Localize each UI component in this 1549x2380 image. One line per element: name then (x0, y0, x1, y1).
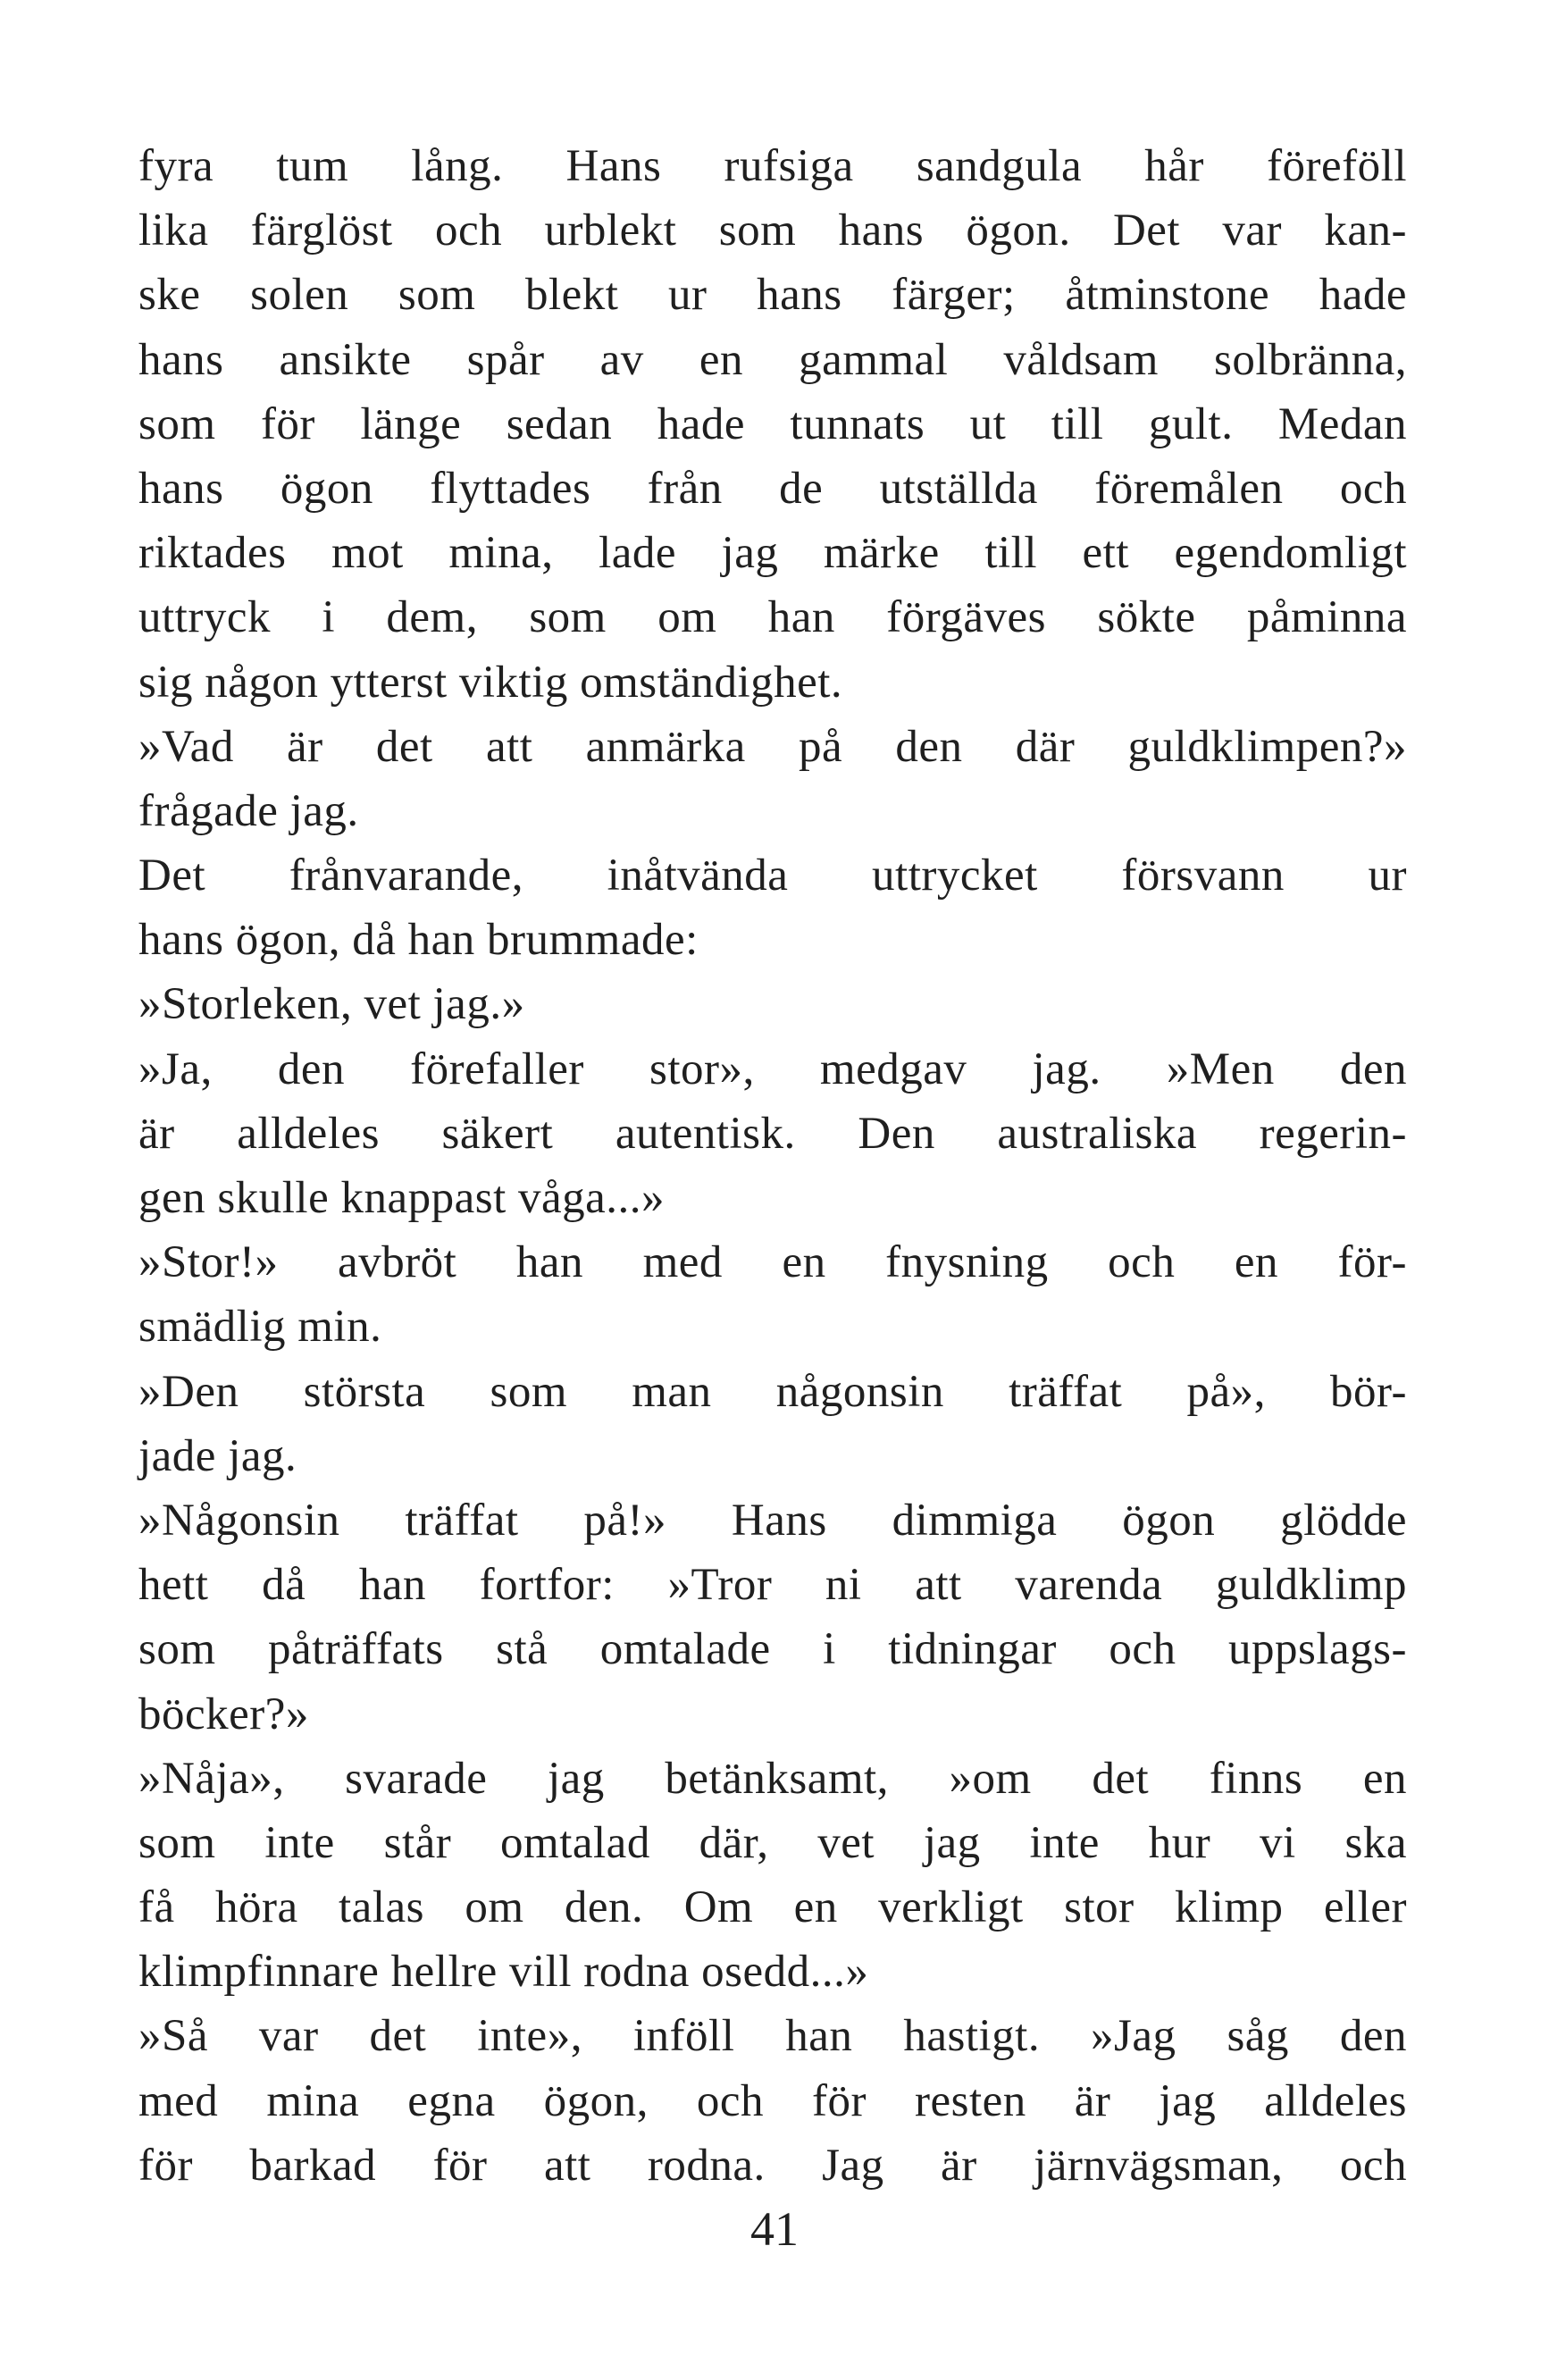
text-line: »Den största som man någonsin träffat på», bör- (138, 1366, 1407, 1417)
text-line: »Någonsin träffat på!» Hans dimmiga ögon glödde (138, 1495, 1407, 1546)
text-line: hans ansikte spår av en gammal våldsam solbränna, (138, 334, 1407, 385)
text-line: »Vad är det att anmärka på den där guldklimpen?» (138, 721, 1407, 772)
text-line: hans ögon flyttades från de utställda föremålen och (138, 463, 1407, 514)
text-line: lika färglöst och urblekt som hans ögon. Det var kan- (138, 205, 1407, 256)
text-line: »Ja, den förefaller stor», medgav jag. »Men den (138, 1043, 1407, 1094)
text-line: hett då han fortfor: »Tror ni att varenda guldklimp (138, 1560, 1407, 1611)
text-line: för barkad för att rodna. Jag är järnvägsman, och (138, 2140, 1407, 2191)
text-line: riktades mot mina, lade jag märke till ett egendomligt (138, 528, 1407, 579)
page-number: 41 (750, 2202, 799, 2256)
text-line: sig någon ytterst viktig omständighet. (138, 657, 843, 708)
text-line: som för länge sedan hade tunnats ut till gult. Medan (138, 398, 1407, 449)
text-line: som inte står omtalad där, vet jag inte hur vi ska (138, 1817, 1407, 1868)
text-line: »Så var det inte», inföll han hastigt. »Jag såg den (138, 2011, 1407, 2062)
text-line: Det frånvarande, inåtvända uttrycket försvann ur (138, 851, 1407, 901)
text-line: klimpfinnare hellre vill rodna osedd...» (138, 1947, 869, 1998)
text-line: hans ögon, då han brummade: (138, 915, 699, 966)
text-line: är alldeles säkert autentisk. Den australiska regerin- (138, 1108, 1407, 1159)
text-line: uttryck i dem, som om han förgäves sökte påminna (138, 592, 1407, 643)
text-line: böcker?» (138, 1689, 309, 1739)
text-line: »Nåja», svarade jag betänksamt, »om det finns en (138, 1753, 1407, 1804)
text-line: fyra tum lång. Hans rufsiga sandgula hår föreföll (138, 141, 1407, 191)
text-line: som påträffats stå omtalade i tidningar och uppslags- (138, 1624, 1407, 1675)
text-line: »Stor!» avbröt han med en fnysning och en för- (138, 1237, 1407, 1288)
text-line: frågade jag. (138, 785, 359, 836)
text-line: ske solen som blekt ur hans färger; åtminstone hade (138, 270, 1407, 321)
text-line: »Storleken, vet jag.» (138, 979, 525, 1030)
body-text (138, 134, 1407, 2198)
text-line: jade jag. (138, 1430, 297, 1481)
text-line: få höra talas om den. Om en verkligt stor klimp eller (138, 1882, 1407, 1933)
text-line: smädlig min. (138, 1302, 382, 1353)
text-line: gen skulle knappast våga...» (138, 1173, 666, 1223)
text-line: med mina egna ögon, och för resten är jag alldeles (138, 2075, 1407, 2126)
